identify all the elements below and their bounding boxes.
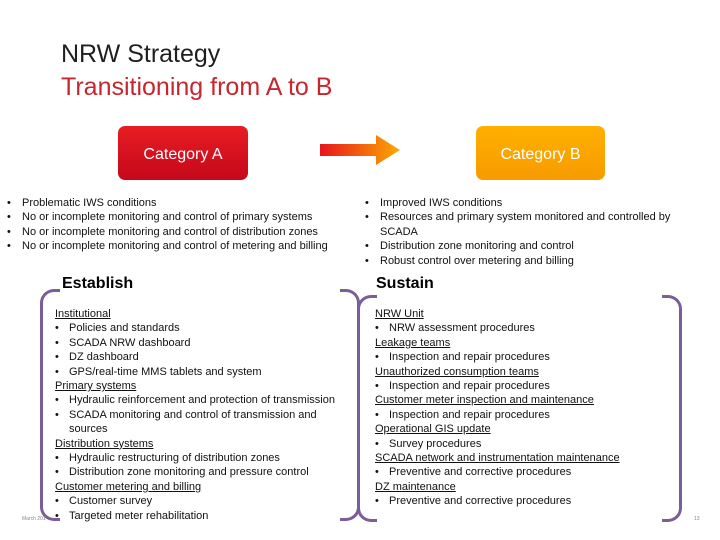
list-item: • SCADA NRW dashboard <box>55 336 345 350</box>
list-item: • Hydraulic restructuring of distribution zones <box>55 451 345 465</box>
category-a-box <box>118 126 248 180</box>
group-heading-unauthorized-consumption: Unauthorized consumption teams <box>375 365 539 378</box>
group-heading-distribution-systems: Distribution systems <box>55 437 154 450</box>
list-item: • DZ dashboard <box>55 350 345 364</box>
group-heading-dz-maintenance: DZ maintenance <box>375 480 456 493</box>
list-item: • Improved IWS conditions <box>362 196 704 210</box>
group-heading-leakage-teams: Leakage teams <box>375 336 451 349</box>
list-item: • Resources and primary system monitored and controlled by SCADA <box>362 210 704 239</box>
slide-title: NRW Strategy <box>61 40 221 68</box>
footer-page-number: 13 <box>694 516 700 522</box>
list-item: • No or incomplete monitoring and control of metering and billing <box>4 239 328 253</box>
list-item: • Preventive and corrective procedures <box>375 465 665 479</box>
group-heading-customer-meter-inspection: Customer meter inspection and maintenance <box>375 394 594 407</box>
category-b-conditions <box>362 196 704 268</box>
list-item: • No or incomplete monitoring and control of distribution zones <box>4 225 328 239</box>
list-item: • Problematic IWS conditions <box>4 196 328 210</box>
list-item: • Distribution zone monitoring and control <box>362 239 704 253</box>
footer-date: March 201 <box>22 516 46 522</box>
group-heading-customer-metering: Customer metering and billing <box>55 480 202 493</box>
establish-column <box>55 307 345 523</box>
sustain-bracket-left <box>357 295 377 522</box>
sustain-column <box>375 307 665 509</box>
slide-subtitle: Transitioning from A to B <box>61 73 333 101</box>
list-item: • Customer survey <box>55 494 345 508</box>
group-heading-institutional: Institutional <box>55 308 111 320</box>
category-a-label: Category A <box>143 146 223 163</box>
category-a-conditions <box>4 196 328 254</box>
list-item: • Preventive and corrective procedures <box>375 494 665 508</box>
list-item: • Inspection and repair procedures <box>375 379 665 393</box>
group-heading-nrw-unit: NRW Unit <box>375 308 424 320</box>
establish-heading: Establish <box>62 275 134 292</box>
list-item: • Inspection and repair procedures <box>375 350 665 364</box>
list-item: • Policies and standards <box>55 321 345 335</box>
group-heading-primary-systems: Primary systems <box>55 380 137 393</box>
list-item: • GPS/real-time MMS tablets and system <box>55 365 345 379</box>
list-item: • Robust control over metering and billing <box>362 254 704 268</box>
sustain-bracket-right <box>662 295 682 522</box>
group-heading-scada-maintenance: SCADA network and instrumentation maintenance <box>375 452 620 465</box>
list-item: • No or incomplete monitoring and control of primary systems <box>4 210 328 224</box>
list-item: • Survey procedures <box>375 437 665 451</box>
group-heading-operational-gis: Operational GIS update <box>375 423 491 436</box>
list-item: • NRW assessment procedures <box>375 321 665 335</box>
category-b-box <box>476 126 605 180</box>
list-item: • Inspection and repair procedures <box>375 408 665 422</box>
list-item: • Targeted meter rehabilitation <box>55 509 345 523</box>
list-item: • Distribution zone monitoring and pressure control <box>55 465 345 479</box>
transition-arrow-icon <box>320 135 400 165</box>
list-item: • Hydraulic reinforcement and protection of transmission <box>55 393 345 407</box>
list-item: • SCADA monitoring and control of transmission and sources <box>55 408 345 437</box>
sustain-heading: Sustain <box>376 275 434 292</box>
category-b-label: Category B <box>500 146 581 163</box>
